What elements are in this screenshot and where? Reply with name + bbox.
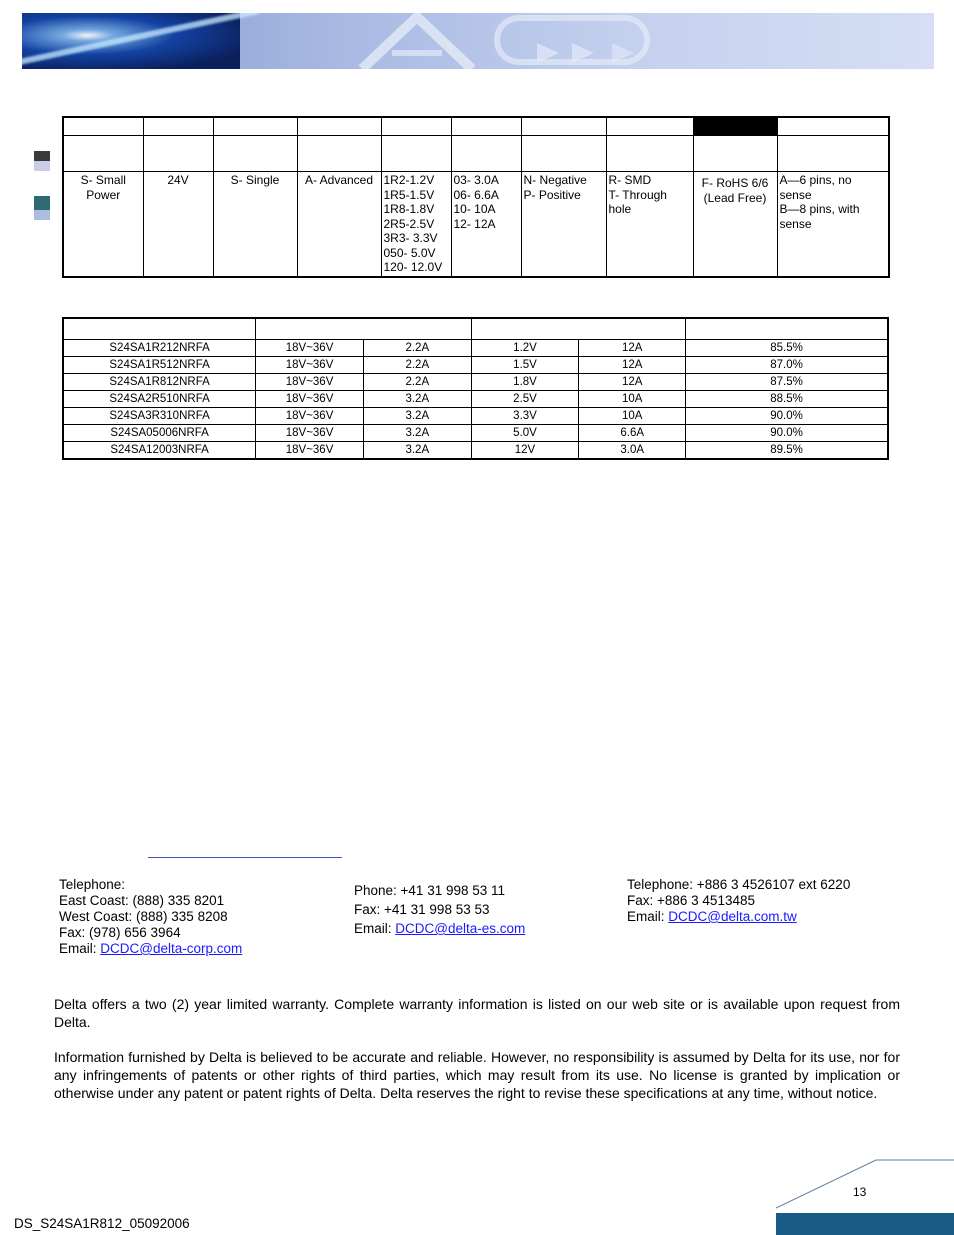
model-cell: 6.6A — [579, 425, 686, 442]
model-cell: 18V~36V — [256, 408, 364, 425]
contact-europe — [354, 881, 525, 938]
east-coast-phone: East Coast: (888) 335 8201 — [59, 893, 225, 908]
model-cell: 90.0% — [686, 425, 888, 442]
model-row — [63, 374, 888, 391]
model-cell: 1.5V — [471, 357, 579, 374]
page-number: 13 — [853, 1185, 867, 1199]
part-numbering-options-row — [63, 172, 889, 277]
model-cell: S24SA05006NRFA — [63, 425, 256, 442]
model-row — [63, 340, 888, 357]
section-marker — [34, 196, 50, 220]
option-cell: S- Small Power — [63, 172, 143, 277]
model-cell: 18V~36V — [256, 374, 364, 391]
model-cell: S24SA12003NRFA — [63, 442, 256, 460]
phone: Phone: +41 31 998 53 11 — [354, 883, 506, 898]
model-cell: 87.0% — [686, 357, 888, 374]
option-cell: A- Advanced — [297, 172, 381, 277]
model-cell: S24SA1R512NRFA — [63, 357, 256, 374]
model-cell: 5.0V — [471, 425, 579, 442]
section-marker — [34, 151, 50, 171]
model-cell: 10A — [579, 391, 686, 408]
part-numbering-table — [62, 116, 890, 278]
model-cell: 12A — [579, 340, 686, 357]
email-line: Email: DCDC@delta-corp.com — [59, 941, 243, 956]
option-cell: 24V — [143, 172, 213, 277]
email-line: Email: DCDC@delta.com.tw — [627, 909, 797, 924]
model-list-table — [62, 317, 889, 460]
model-cell: 3.2A — [363, 442, 471, 460]
warranty-paragraph: Delta offers a two (2) year limited warranty. Complete warranty information is listed on our web site or is available upon request from Delta. — [54, 996, 900, 1030]
banner-logo-graphic — [322, 13, 934, 69]
model-cell: 3.0A — [579, 442, 686, 460]
telephone-label: Telephone: — [59, 877, 126, 892]
model-cell: 1.2V — [471, 340, 579, 357]
fax: Fax: +886 3 4513485 — [627, 893, 755, 908]
part-numbering-label-row — [63, 136, 889, 172]
fax: Fax: +41 31 998 53 53 — [354, 902, 490, 917]
model-cell: 90.0% — [686, 408, 888, 425]
model-cell: 2.2A — [363, 374, 471, 391]
model-cell: 3.2A — [363, 425, 471, 442]
model-cell: S24SA3R310NRFA — [63, 408, 256, 425]
model-cell: 18V~36V — [256, 442, 364, 460]
model-cell: S24SA1R212NRFA — [63, 340, 256, 357]
model-row — [63, 408, 888, 425]
option-cell: A—6 pins, no sense B—8 pins, with sense — [777, 172, 889, 277]
telephone: Telephone: +886 3 4526107 ext 6220 — [627, 877, 851, 892]
document-id: DS_S24SA1R812_05092006 — [14, 1216, 190, 1231]
model-cell: S24SA2R510NRFA — [63, 391, 256, 408]
email-link[interactable]: DCDC@delta-corp.com — [100, 941, 243, 956]
option-cell: 03- 3.0A 06- 6.6A 10- 10A 12- 12A — [451, 172, 521, 277]
option-cell: S- Single — [213, 172, 297, 277]
model-row — [63, 357, 888, 374]
part-numbering-header-row — [63, 117, 889, 136]
fax: Fax: (978) 656 3964 — [59, 925, 181, 940]
model-row — [63, 425, 888, 442]
model-cell: 12A — [579, 374, 686, 391]
model-list-header-row — [63, 318, 888, 340]
model-cell: 18V~36V — [256, 425, 364, 442]
option-cell: 1R2-1.2V 1R5-1.5V 1R8-1.8V 2R5-2.5V 3R3- 3.3V 050- 5.0V 120- 12.0V — [381, 172, 451, 277]
model-cell: 2.2A — [363, 340, 471, 357]
option-cell: R- SMD T- Through hole — [606, 172, 693, 277]
model-row — [63, 391, 888, 408]
model-cell: 88.5% — [686, 391, 888, 408]
banner-photo — [22, 13, 240, 69]
model-cell: 12V — [471, 442, 579, 460]
model-cell: 2.2A — [363, 357, 471, 374]
model-cell: 18V~36V — [256, 391, 364, 408]
model-cell: 3.3V — [471, 408, 579, 425]
model-cell: 87.5% — [686, 374, 888, 391]
model-cell: 1.8V — [471, 374, 579, 391]
contact-divider — [148, 857, 342, 858]
model-cell: 18V~36V — [256, 340, 364, 357]
model-cell: 89.5% — [686, 442, 888, 460]
model-row — [63, 442, 888, 460]
contact-asia — [627, 877, 850, 925]
model-cell: 12A — [579, 357, 686, 374]
model-cell: 3.2A — [363, 408, 471, 425]
disclaimer-paragraph: Information furnished by Delta is believed to be accurate and reliable. However, no responsibility is assumed by Delta for its use, nor for any infringements of patents or other rights of third parties, which may result from its use. No license is granted by implication or otherwise under any patent or patent rights of Delta. Delta reserves the right to revise these specifications at any time, without notice. — [54, 1049, 900, 1101]
option-cell: N- Negative P- Positive — [521, 172, 606, 277]
contact-usa — [59, 877, 242, 957]
model-cell: S24SA1R812NRFA — [63, 374, 256, 391]
highlight-cell — [693, 117, 777, 136]
model-cell: 3.2A — [363, 391, 471, 408]
option-cell: F- RoHS 6/6 (Lead Free) — [693, 172, 777, 277]
model-cell: 85.5% — [686, 340, 888, 357]
footer-bar — [776, 1213, 954, 1235]
header-banner — [22, 13, 934, 69]
model-cell: 10A — [579, 408, 686, 425]
west-coast-phone: West Coast: (888) 335 8208 — [59, 909, 228, 924]
model-cell: 18V~36V — [256, 357, 364, 374]
model-cell: 2.5V — [471, 391, 579, 408]
email-line: Email: DCDC@delta-es.com — [354, 921, 526, 936]
email-link[interactable]: DCDC@delta-es.com — [395, 921, 526, 936]
email-link[interactable]: DCDC@delta.com.tw — [668, 909, 797, 924]
